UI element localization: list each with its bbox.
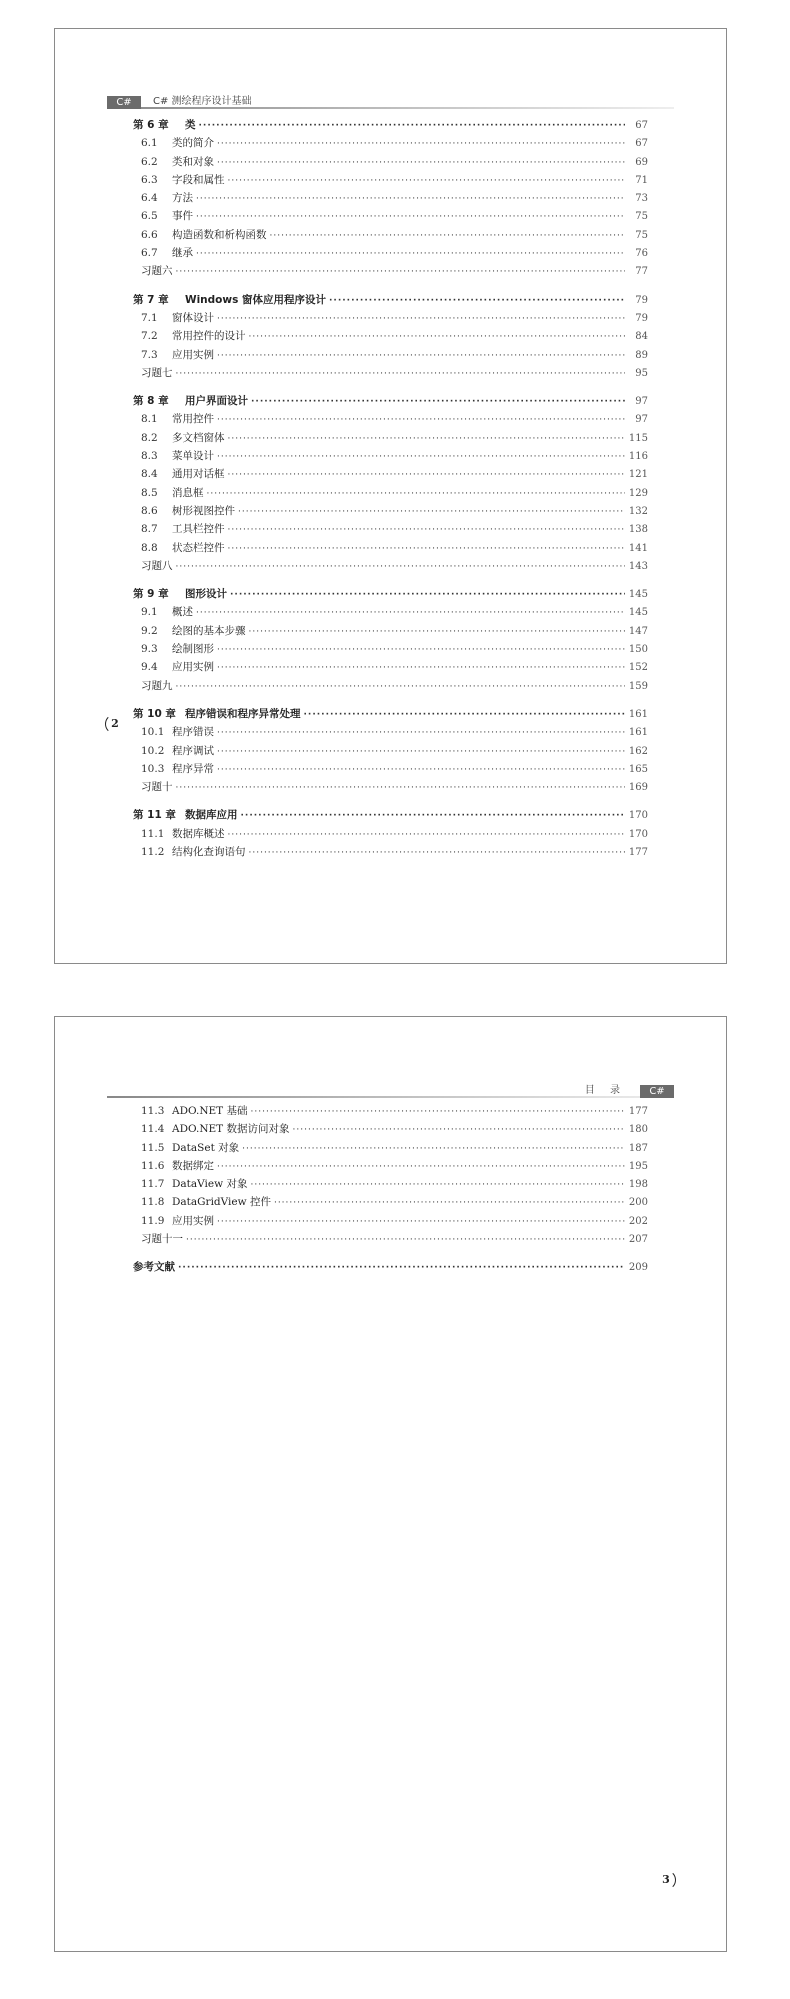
section-entry-page: 195	[628, 1160, 648, 1172]
dot-leader	[207, 489, 626, 499]
exercise-entry-page: 95	[635, 367, 648, 379]
dot-leader	[176, 369, 626, 379]
section-entry-title: 绘制图形	[172, 643, 214, 656]
references-block	[133, 1259, 648, 1277]
chapter-entry-page: 170	[628, 810, 648, 822]
section-entry	[133, 743, 648, 761]
dot-leader	[217, 645, 625, 655]
dot-leader	[274, 1198, 625, 1208]
section-entry-title: ADO.NET 数据访问对象	[172, 1123, 290, 1136]
dot-leader	[196, 212, 625, 222]
dot-leader	[238, 507, 625, 517]
dot-leader	[250, 1180, 625, 1190]
exercise-entry	[133, 779, 648, 797]
dot-leader	[186, 1235, 625, 1245]
chapter-entry-number: 第 11 章	[133, 809, 176, 822]
header-book-title: C# 测绘程序设计基础	[153, 96, 252, 107]
section-entry	[133, 540, 648, 558]
section-entry-page: 177	[628, 1106, 648, 1117]
section-entry	[133, 466, 648, 484]
section-entry	[133, 1121, 648, 1139]
section-entry-number: 8.5	[141, 486, 158, 499]
section-entry-title: 字段和属性	[172, 173, 225, 186]
section-entry-page: 200	[628, 1197, 648, 1209]
section-entry-number: 7.3	[141, 348, 158, 361]
section-entry-page: 129	[628, 487, 648, 499]
section-entry-number: 8.7	[141, 523, 158, 536]
chapter-entry-title: 类	[185, 119, 196, 131]
chapter-block	[133, 393, 648, 576]
chapter-block	[133, 1103, 648, 1249]
section-entry	[133, 190, 648, 208]
dot-leader	[329, 296, 625, 306]
section-entry-number: 8.8	[141, 541, 158, 554]
running-header	[107, 1084, 674, 1098]
chapter-block	[133, 706, 648, 797]
section-entry-number: 6.5	[141, 210, 158, 223]
section-entry-title: 应用实例	[172, 348, 214, 361]
section-entry-page: 198	[628, 1179, 648, 1191]
section-entry-page: 141	[628, 542, 648, 554]
dot-leader	[176, 562, 626, 572]
section-entry-number: 7.1	[141, 311, 158, 324]
section-entry-number: 11.7	[141, 1178, 165, 1191]
section-entry-page: 76	[635, 248, 648, 260]
header-tag: C#	[107, 96, 141, 109]
section-entry	[133, 761, 648, 779]
exercise-entry-title: 习题七	[141, 366, 173, 379]
section-entry	[133, 448, 648, 466]
dot-leader	[230, 590, 625, 600]
chapter-entry-title: 图形设计	[185, 588, 227, 601]
section-entry-title: 菜单设计	[172, 450, 214, 463]
section-entry-number: 6.3	[141, 173, 158, 186]
section-entry	[133, 503, 648, 521]
section-entry	[133, 135, 648, 153]
section-entry-number: 10.3	[141, 762, 165, 775]
section-entry-title: 常用控件	[172, 413, 214, 426]
chapter-entry-number: 第 10 章	[133, 707, 176, 720]
section-entry	[133, 521, 648, 539]
dot-leader	[217, 314, 625, 324]
dot-leader	[217, 415, 625, 425]
exercise-entry-page: 143	[628, 560, 648, 572]
section-entry-number: 11.8	[141, 1196, 165, 1209]
page-number: 2	[105, 714, 125, 734]
exercise-entry-title: 习题九	[141, 679, 173, 692]
references-entry-page: 209	[628, 1262, 648, 1274]
section-entry	[133, 623, 648, 641]
chapter-entry-page: 79	[635, 294, 648, 306]
section-entry-page: 187	[628, 1142, 648, 1154]
dot-leader	[228, 470, 626, 480]
table-of-contents	[133, 117, 648, 862]
header-tag: C#	[640, 1085, 674, 1098]
section-entry-page: 132	[628, 505, 648, 517]
section-entry-number: 9.1	[141, 606, 158, 619]
section-entry-title: 应用实例	[172, 1214, 214, 1227]
exercise-entry-page: 159	[628, 680, 648, 692]
chapter-entry-title: 用户界面设计	[185, 395, 248, 408]
chapter-block	[133, 117, 648, 282]
section-entry-title: 绘图的基本步骤	[172, 624, 246, 637]
chapter-block	[133, 292, 648, 383]
dot-leader	[228, 830, 626, 840]
exercise-entry-title: 习题六	[141, 265, 173, 278]
section-entry-title: 事件	[172, 210, 193, 223]
exercise-entry-page: 207	[628, 1234, 648, 1246]
exercise-entry	[133, 678, 648, 696]
dot-leader	[249, 848, 626, 858]
section-entry-page: 71	[635, 174, 648, 186]
section-entry-number: 8.3	[141, 450, 158, 463]
section-entry	[133, 411, 648, 429]
section-entry-number: 7.2	[141, 330, 158, 343]
chapter-entry	[133, 807, 648, 825]
dot-leader	[217, 663, 625, 673]
section-entry-title: 结构化查询语句	[172, 845, 246, 858]
chapter-entry	[133, 586, 648, 604]
section-entry-title: 窗体设计	[172, 311, 214, 324]
references-entry-title: 参考文献	[133, 1261, 175, 1274]
references-entry	[133, 1259, 648, 1277]
dot-leader	[217, 1217, 625, 1227]
section-entry-page: 89	[635, 349, 648, 361]
section-entry-number: 8.6	[141, 504, 158, 517]
dot-leader	[178, 1263, 625, 1273]
dot-leader	[196, 194, 625, 204]
section-entry-number: 6.4	[141, 192, 158, 205]
section-entry-number: 6.1	[141, 137, 158, 150]
chapter-entry-title: 程序错误和程序异常处理	[185, 707, 301, 720]
section-entry-page: 145	[628, 607, 648, 619]
section-entry-number: 8.4	[141, 468, 158, 481]
section-entry-number: 6.7	[141, 247, 158, 260]
section-entry-page: 162	[628, 745, 648, 757]
dot-leader	[249, 332, 626, 342]
exercise-entry-title: 习题八	[141, 559, 173, 572]
chapter-entry	[133, 393, 648, 411]
dot-leader	[217, 747, 625, 757]
section-entry	[133, 328, 648, 346]
section-entry-title: 消息框	[172, 486, 204, 499]
section-entry-page: 150	[628, 644, 648, 656]
section-entry	[133, 659, 648, 677]
section-entry	[133, 1176, 648, 1194]
section-entry	[133, 1213, 648, 1231]
book-page-right	[54, 1016, 727, 1952]
section-entry-number: 9.2	[141, 624, 158, 637]
section-entry	[133, 347, 648, 365]
section-entry-title: 状态栏控件	[172, 541, 225, 554]
dot-leader	[242, 1144, 625, 1154]
section-entry	[133, 641, 648, 659]
section-entry-number: 9.3	[141, 643, 158, 656]
dot-leader	[304, 710, 626, 720]
section-entry-page: 67	[635, 138, 648, 150]
section-entry-title: 数据绑定	[172, 1159, 214, 1172]
dot-leader	[217, 728, 625, 738]
section-entry-title: 程序错误	[172, 726, 214, 739]
chapter-entry-title: 数据库应用	[185, 809, 238, 822]
chapter-entry	[133, 117, 648, 135]
exercise-entry	[133, 263, 648, 281]
section-entry-page: 75	[635, 229, 648, 241]
chapter-entry-number: 第 8 章	[133, 395, 169, 408]
section-entry-page: 147	[628, 625, 648, 637]
section-entry-title: 类和对象	[172, 155, 214, 168]
section-entry-number: 6.6	[141, 228, 158, 241]
section-entry	[133, 1194, 648, 1212]
section-entry-page: 202	[628, 1215, 648, 1227]
exercise-entry	[133, 558, 648, 576]
section-entry	[133, 485, 648, 503]
chapter-entry-page: 67	[635, 120, 648, 131]
chapter-entry-page: 97	[635, 396, 648, 408]
dot-leader	[217, 1162, 625, 1172]
dot-leader	[176, 783, 626, 793]
section-entry	[133, 172, 648, 190]
section-entry-title: 继承	[172, 247, 193, 260]
dot-leader	[241, 811, 626, 821]
dot-leader	[228, 525, 626, 535]
section-entry-page: 75	[635, 211, 648, 223]
section-entry-page: 84	[635, 331, 648, 343]
chapter-block	[133, 586, 648, 696]
chapter-entry-page: 161	[628, 708, 648, 720]
dot-leader	[249, 627, 626, 637]
dot-leader	[251, 397, 625, 407]
chapter-entry-page: 145	[628, 589, 648, 601]
section-entry-number: 8.1	[141, 413, 158, 426]
section-entry-page: 161	[628, 727, 648, 739]
chapter-entry-number: 第 7 章	[133, 293, 169, 306]
section-entry-number: 11.1	[141, 827, 165, 840]
dot-leader	[196, 608, 625, 618]
section-entry-number: 10.2	[141, 744, 165, 757]
section-entry-page: 180	[628, 1124, 648, 1136]
running-header	[107, 95, 674, 109]
dot-leader	[270, 231, 626, 241]
section-entry-page: 97	[635, 414, 648, 426]
dot-leader	[176, 267, 626, 277]
chapter-block	[133, 807, 648, 862]
dot-leader	[196, 249, 625, 259]
chapter-entry	[133, 706, 648, 724]
book-page-left	[54, 28, 727, 964]
section-entry	[133, 1140, 648, 1158]
section-entry-page: 69	[635, 156, 648, 168]
section-entry	[133, 604, 648, 622]
section-entry-page: 177	[628, 846, 648, 858]
section-entry	[133, 844, 648, 862]
dot-leader	[228, 544, 626, 554]
section-entry-title: 概述	[172, 606, 193, 619]
section-entry	[133, 1103, 648, 1121]
chapter-entry	[133, 292, 648, 310]
section-entry-page: 170	[628, 828, 648, 840]
dot-leader	[176, 682, 626, 692]
dot-leader	[199, 121, 626, 131]
section-entry-number: 11.3	[141, 1105, 165, 1117]
dot-leader	[217, 351, 625, 361]
exercise-entry	[133, 1231, 648, 1249]
table-of-contents	[133, 1103, 648, 1278]
dot-leader	[228, 434, 626, 444]
page-number: 3	[656, 1870, 676, 1890]
exercise-entry-page: 169	[628, 782, 648, 794]
section-entry-title: DataView 对象	[172, 1178, 248, 1191]
dot-leader	[251, 1107, 625, 1117]
section-entry	[133, 310, 648, 328]
chapter-entry-number: 第 9 章	[133, 588, 169, 601]
section-entry-title: 数据库概述	[172, 827, 225, 840]
section-entry	[133, 430, 648, 448]
section-entry-page: 79	[635, 312, 648, 324]
exercise-entry-page: 77	[635, 266, 648, 278]
section-entry-title: 常用控件的设计	[172, 330, 246, 343]
section-entry-title: 方法	[172, 192, 193, 205]
section-entry	[133, 245, 648, 263]
exercise-entry-title: 习题十	[141, 781, 173, 794]
dot-leader	[293, 1125, 625, 1135]
section-entry-title: 类的简介	[172, 137, 214, 150]
section-entry-number: 11.4	[141, 1123, 165, 1136]
section-entry	[133, 1158, 648, 1176]
section-entry-page: 138	[628, 524, 648, 536]
dot-leader	[217, 765, 625, 775]
dot-leader	[217, 452, 625, 462]
section-entry	[133, 227, 648, 245]
section-entry-page: 115	[628, 432, 648, 444]
section-entry-number: 11.9	[141, 1214, 165, 1227]
section-entry-page: 152	[628, 662, 648, 674]
section-entry-title: 工具栏控件	[172, 523, 225, 536]
section-entry-number: 11.5	[141, 1141, 165, 1154]
section-entry	[133, 826, 648, 844]
section-entry-number: 11.6	[141, 1159, 165, 1172]
section-entry-page: 116	[628, 451, 648, 463]
section-entry-title: 构造函数和析构函数	[172, 228, 267, 241]
section-entry-title: 程序异常	[172, 762, 214, 775]
dot-leader	[228, 176, 626, 186]
section-entry-title: ADO.NET 基础	[172, 1105, 248, 1117]
section-entry-title: DataGridView 控件	[172, 1196, 271, 1209]
section-entry-title: 应用实例	[172, 661, 214, 674]
section-entry-page: 73	[635, 193, 648, 205]
section-entry-number: 8.2	[141, 431, 158, 444]
header-rule	[107, 107, 674, 109]
section-entry-number: 6.2	[141, 155, 158, 168]
section-entry-title: 通用对话框	[172, 468, 225, 481]
section-entry-page: 165	[628, 763, 648, 775]
section-entry-number: 10.1	[141, 726, 165, 739]
header-section-title: 目 录	[584, 1085, 626, 1096]
section-entry	[133, 154, 648, 172]
section-entry-title: 树形视图控件	[172, 504, 235, 517]
exercise-entry-title: 习题十一	[141, 1233, 183, 1246]
section-entry-number: 9.4	[141, 661, 158, 674]
dot-leader	[217, 139, 625, 149]
chapter-entry-title: Windows 窗体应用程序设计	[185, 293, 326, 306]
header-rule	[107, 1096, 674, 1098]
section-entry-title: 程序调试	[172, 744, 214, 757]
section-entry-title: DataSet 对象	[172, 1141, 240, 1154]
section-entry-title: 多文档窗体	[172, 431, 225, 444]
exercise-entry	[133, 365, 648, 383]
section-entry-page: 121	[628, 469, 648, 481]
chapter-entry-number: 第 6 章	[133, 119, 169, 131]
section-entry	[133, 724, 648, 742]
section-entry	[133, 208, 648, 226]
section-entry-number: 11.2	[141, 845, 165, 858]
dot-leader	[217, 158, 625, 168]
